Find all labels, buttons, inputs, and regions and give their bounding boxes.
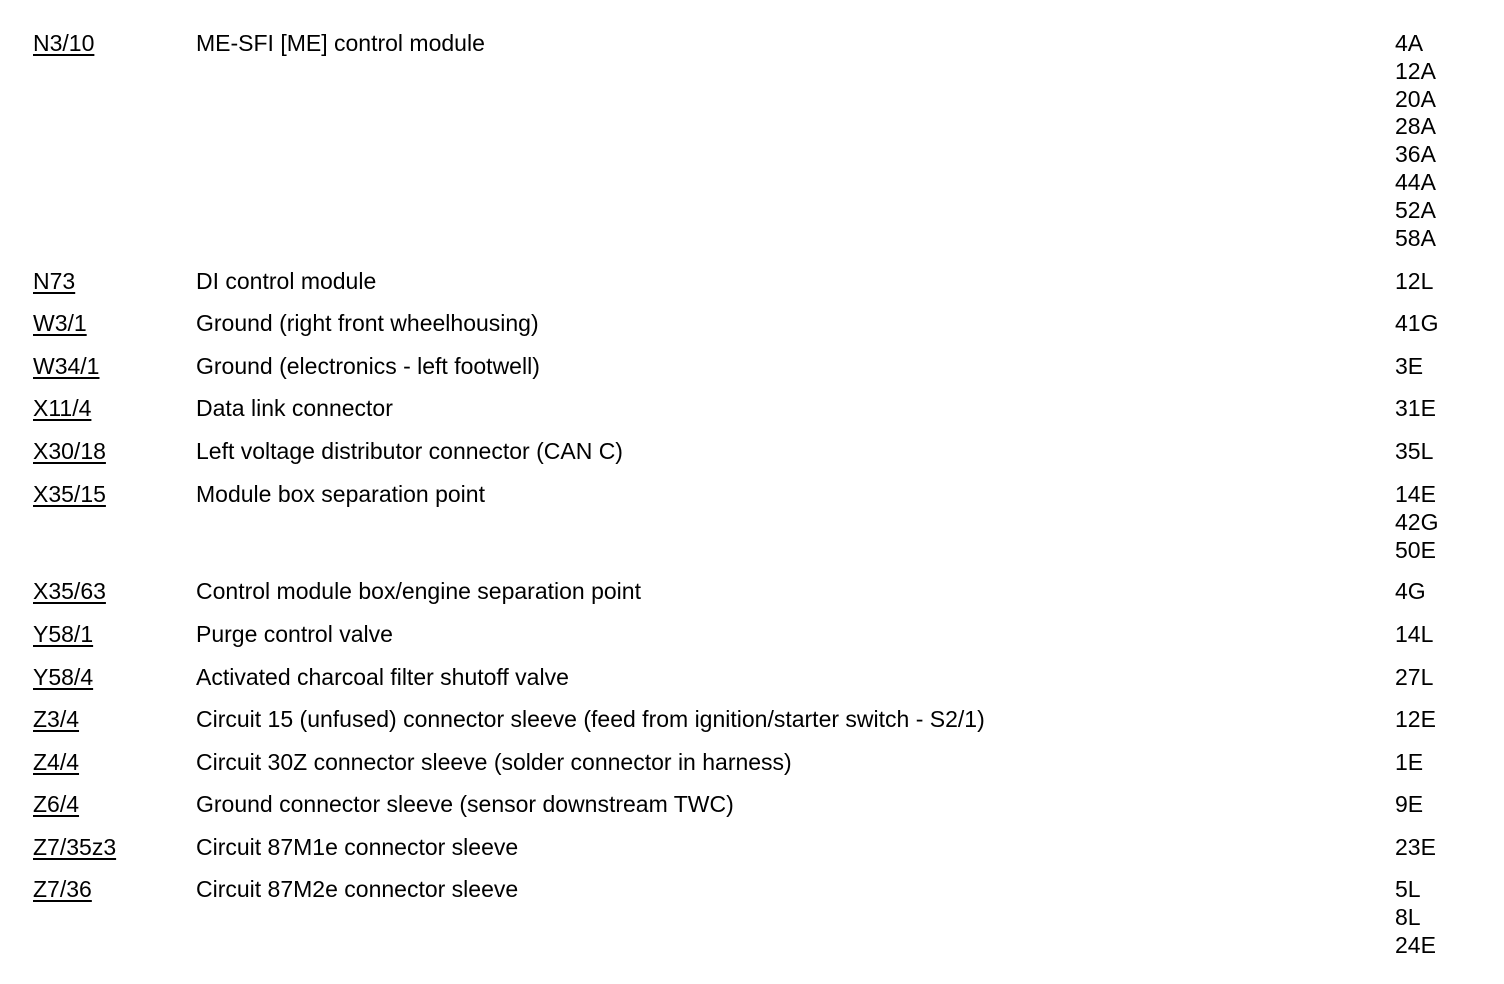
grid-locations [1395,876,1436,959]
grid-locations [1395,395,1436,423]
component-code-link[interactable]: Z6/4 [33,791,80,817]
component-code-link[interactable]: X35/15 [33,481,106,507]
component-code-link[interactable]: Y58/4 [33,664,94,690]
component-code-link[interactable]: N3/10 [33,30,95,56]
component-description: Left voltage distributor connector (CAN C) [196,438,623,464]
grid-location: 28A [1395,113,1436,140]
grid-locations [1395,706,1436,734]
grid-location: 14E [1395,481,1436,507]
component-code-link[interactable]: Z7/36 [33,876,92,902]
grid-location: 9E [1395,791,1424,817]
grid-locations [1395,481,1438,564]
grid-locations [1395,578,1426,606]
grid-location: 1E [1395,749,1424,775]
component-description: DI control module [196,268,377,294]
grid-location: 23E [1395,834,1436,860]
grid-locations [1395,791,1423,819]
component-description: Ground (electronics - left footwell) [196,353,540,379]
grid-location: 27L [1395,664,1434,690]
component-code-link[interactable]: Y58/1 [33,621,94,647]
component-code-link[interactable]: Z7/35z3 [33,834,117,860]
grid-location: 52A [1395,196,1436,223]
component-code-link[interactable]: X30/18 [33,438,106,464]
grid-locations [1395,353,1423,381]
grid-location: 4G [1395,578,1426,604]
component-description: Circuit 87M2e connector sleeve [196,876,519,902]
grid-locations [1395,30,1436,252]
component-code-link[interactable]: X11/4 [33,395,92,421]
grid-locations [1395,268,1433,296]
component-code-link[interactable]: Z3/4 [33,706,80,732]
component-code-link[interactable]: X35/63 [33,578,106,604]
grid-locations [1395,438,1433,466]
grid-location: 14L [1395,621,1434,647]
grid-location: 12E [1395,706,1436,732]
grid-location: 42G [1395,508,1439,535]
grid-locations [1395,310,1438,338]
component-description: Circuit 87M1e connector sleeve [196,834,519,860]
grid-location: 35L [1395,438,1434,464]
component-code-link[interactable]: W34/1 [33,353,100,379]
component-code-link[interactable]: Z4/4 [33,749,80,775]
grid-location: 8L [1395,903,1421,930]
grid-location: 31E [1395,395,1436,421]
grid-location: 58A [1395,224,1436,251]
component-description: Activated charcoal filter shutoff valve [196,664,569,690]
component-code-link[interactable]: W3/1 [33,310,87,336]
component-description: Data link connector [196,395,393,421]
component-description: Circuit 30Z connector sleeve (solder connector in harness) [196,749,792,775]
grid-location: 36A [1395,141,1436,168]
component-description: Circuit 15 (unfused) connector sleeve (feed from ignition/starter switch - S2/1) [196,706,985,732]
grid-location: 5L [1395,876,1421,902]
grid-location: 44A [1395,168,1436,195]
grid-location: 41G [1395,310,1439,336]
component-description: Control module box/engine separation point [196,578,641,604]
grid-locations [1395,749,1423,777]
component-description: ME-SFI [ME] control module [196,30,485,56]
grid-location: 3E [1395,353,1424,379]
grid-location: 24E [1395,931,1436,958]
component-description: Module box separation point [196,481,485,507]
grid-location: 50E [1395,536,1436,563]
grid-location: 20A [1395,85,1436,112]
component-code-link[interactable]: N73 [33,268,76,294]
component-description: Ground connector sleeve (sensor downstream TWC) [196,791,734,817]
grid-location: 4A [1395,30,1424,56]
grid-location: 12A [1395,57,1436,84]
grid-locations [1395,664,1433,692]
grid-locations [1395,834,1436,862]
component-description: Purge control valve [196,621,393,647]
grid-locations [1395,621,1433,649]
component-description: Ground (right front wheelhousing) [196,310,539,336]
grid-location: 12L [1395,268,1434,294]
